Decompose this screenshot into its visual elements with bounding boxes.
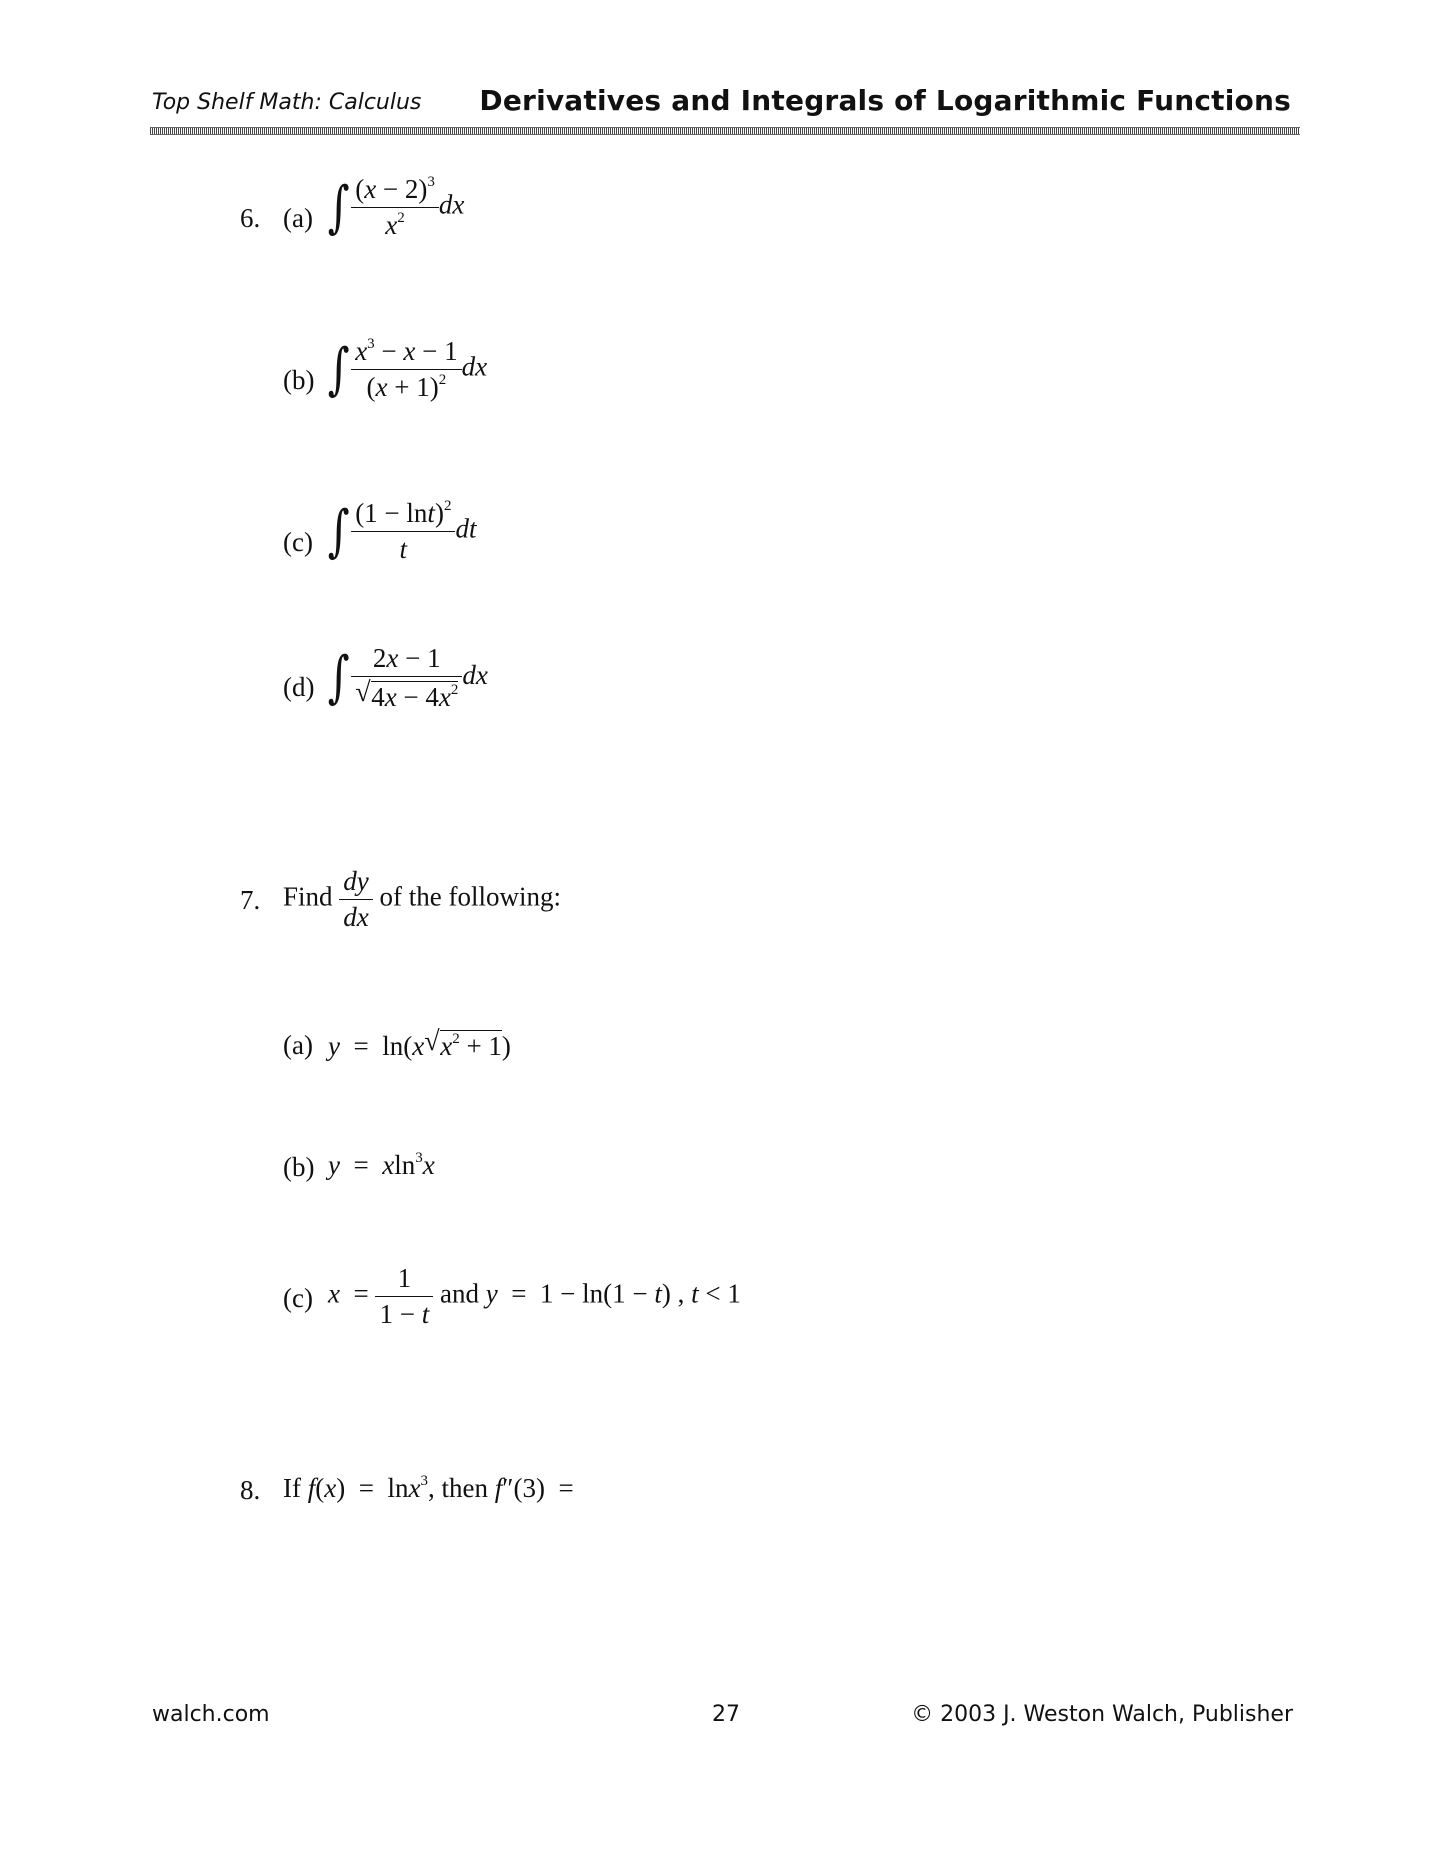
part-label: (a) bbox=[283, 203, 313, 233]
integral-6b: ∫ $\frac{x^3 - x - 1}{(x + 1)^2}$ dx bbox=[327, 336, 488, 402]
intro-rest: of the following: bbox=[379, 881, 561, 912]
problem-number: 7. bbox=[240, 885, 261, 915]
footer-copyright: © 2003 J. Weston Walch, Publisher bbox=[911, 1702, 1293, 1727]
intro-find: Find bbox=[283, 881, 333, 912]
integral-6d: ∫ 2x − 1 √ $4x - 4x^2$ dx bbox=[327, 643, 488, 712]
part-label: (b) bbox=[283, 1152, 315, 1182]
part-label: (b) bbox=[283, 365, 315, 395]
page-number: 27 bbox=[712, 1702, 740, 1727]
if-text: If bbox=[283, 1473, 301, 1503]
footer-website: walch.com bbox=[152, 1702, 270, 1727]
section-title: Derivatives and Integrals of Logarithmic Functions bbox=[479, 84, 1291, 117]
header-rule bbox=[150, 127, 1300, 135]
part-label: (c) bbox=[283, 527, 313, 557]
then-text: , then bbox=[427, 1473, 488, 1503]
equation-7b: y = xln$^3$x bbox=[328, 1150, 435, 1180]
and-text: and bbox=[439, 1278, 479, 1309]
part-label: (a) bbox=[283, 1030, 313, 1060]
equation-7c: x = $\frac{1}{1 - t}$ and y = 1 − ln(1 − t) , t < 1 bbox=[328, 1263, 741, 1329]
problem-number: 8. bbox=[240, 1475, 261, 1505]
equation-8: If f(x) = lnx$^3$, then f″(3) = bbox=[283, 1473, 574, 1503]
part-label: (c) bbox=[283, 1283, 313, 1313]
problem-number: 6. bbox=[240, 203, 261, 233]
integral-6c: ∫ $\frac{(1 - \ln t)^2}{t}$ dt bbox=[327, 498, 477, 564]
problem-7-intro: Find $\frac{dy}{dx}$ of the following: bbox=[283, 866, 561, 932]
equation-7a: y = ln(x √ $x^2 + 1$) bbox=[328, 1026, 511, 1061]
integral-6a: ∫ $\frac{(x - 2)^3}{x^2}$ dx bbox=[327, 174, 465, 240]
book-title: Top Shelf Math: Calculus bbox=[152, 90, 422, 115]
part-label: (d) bbox=[283, 672, 315, 702]
